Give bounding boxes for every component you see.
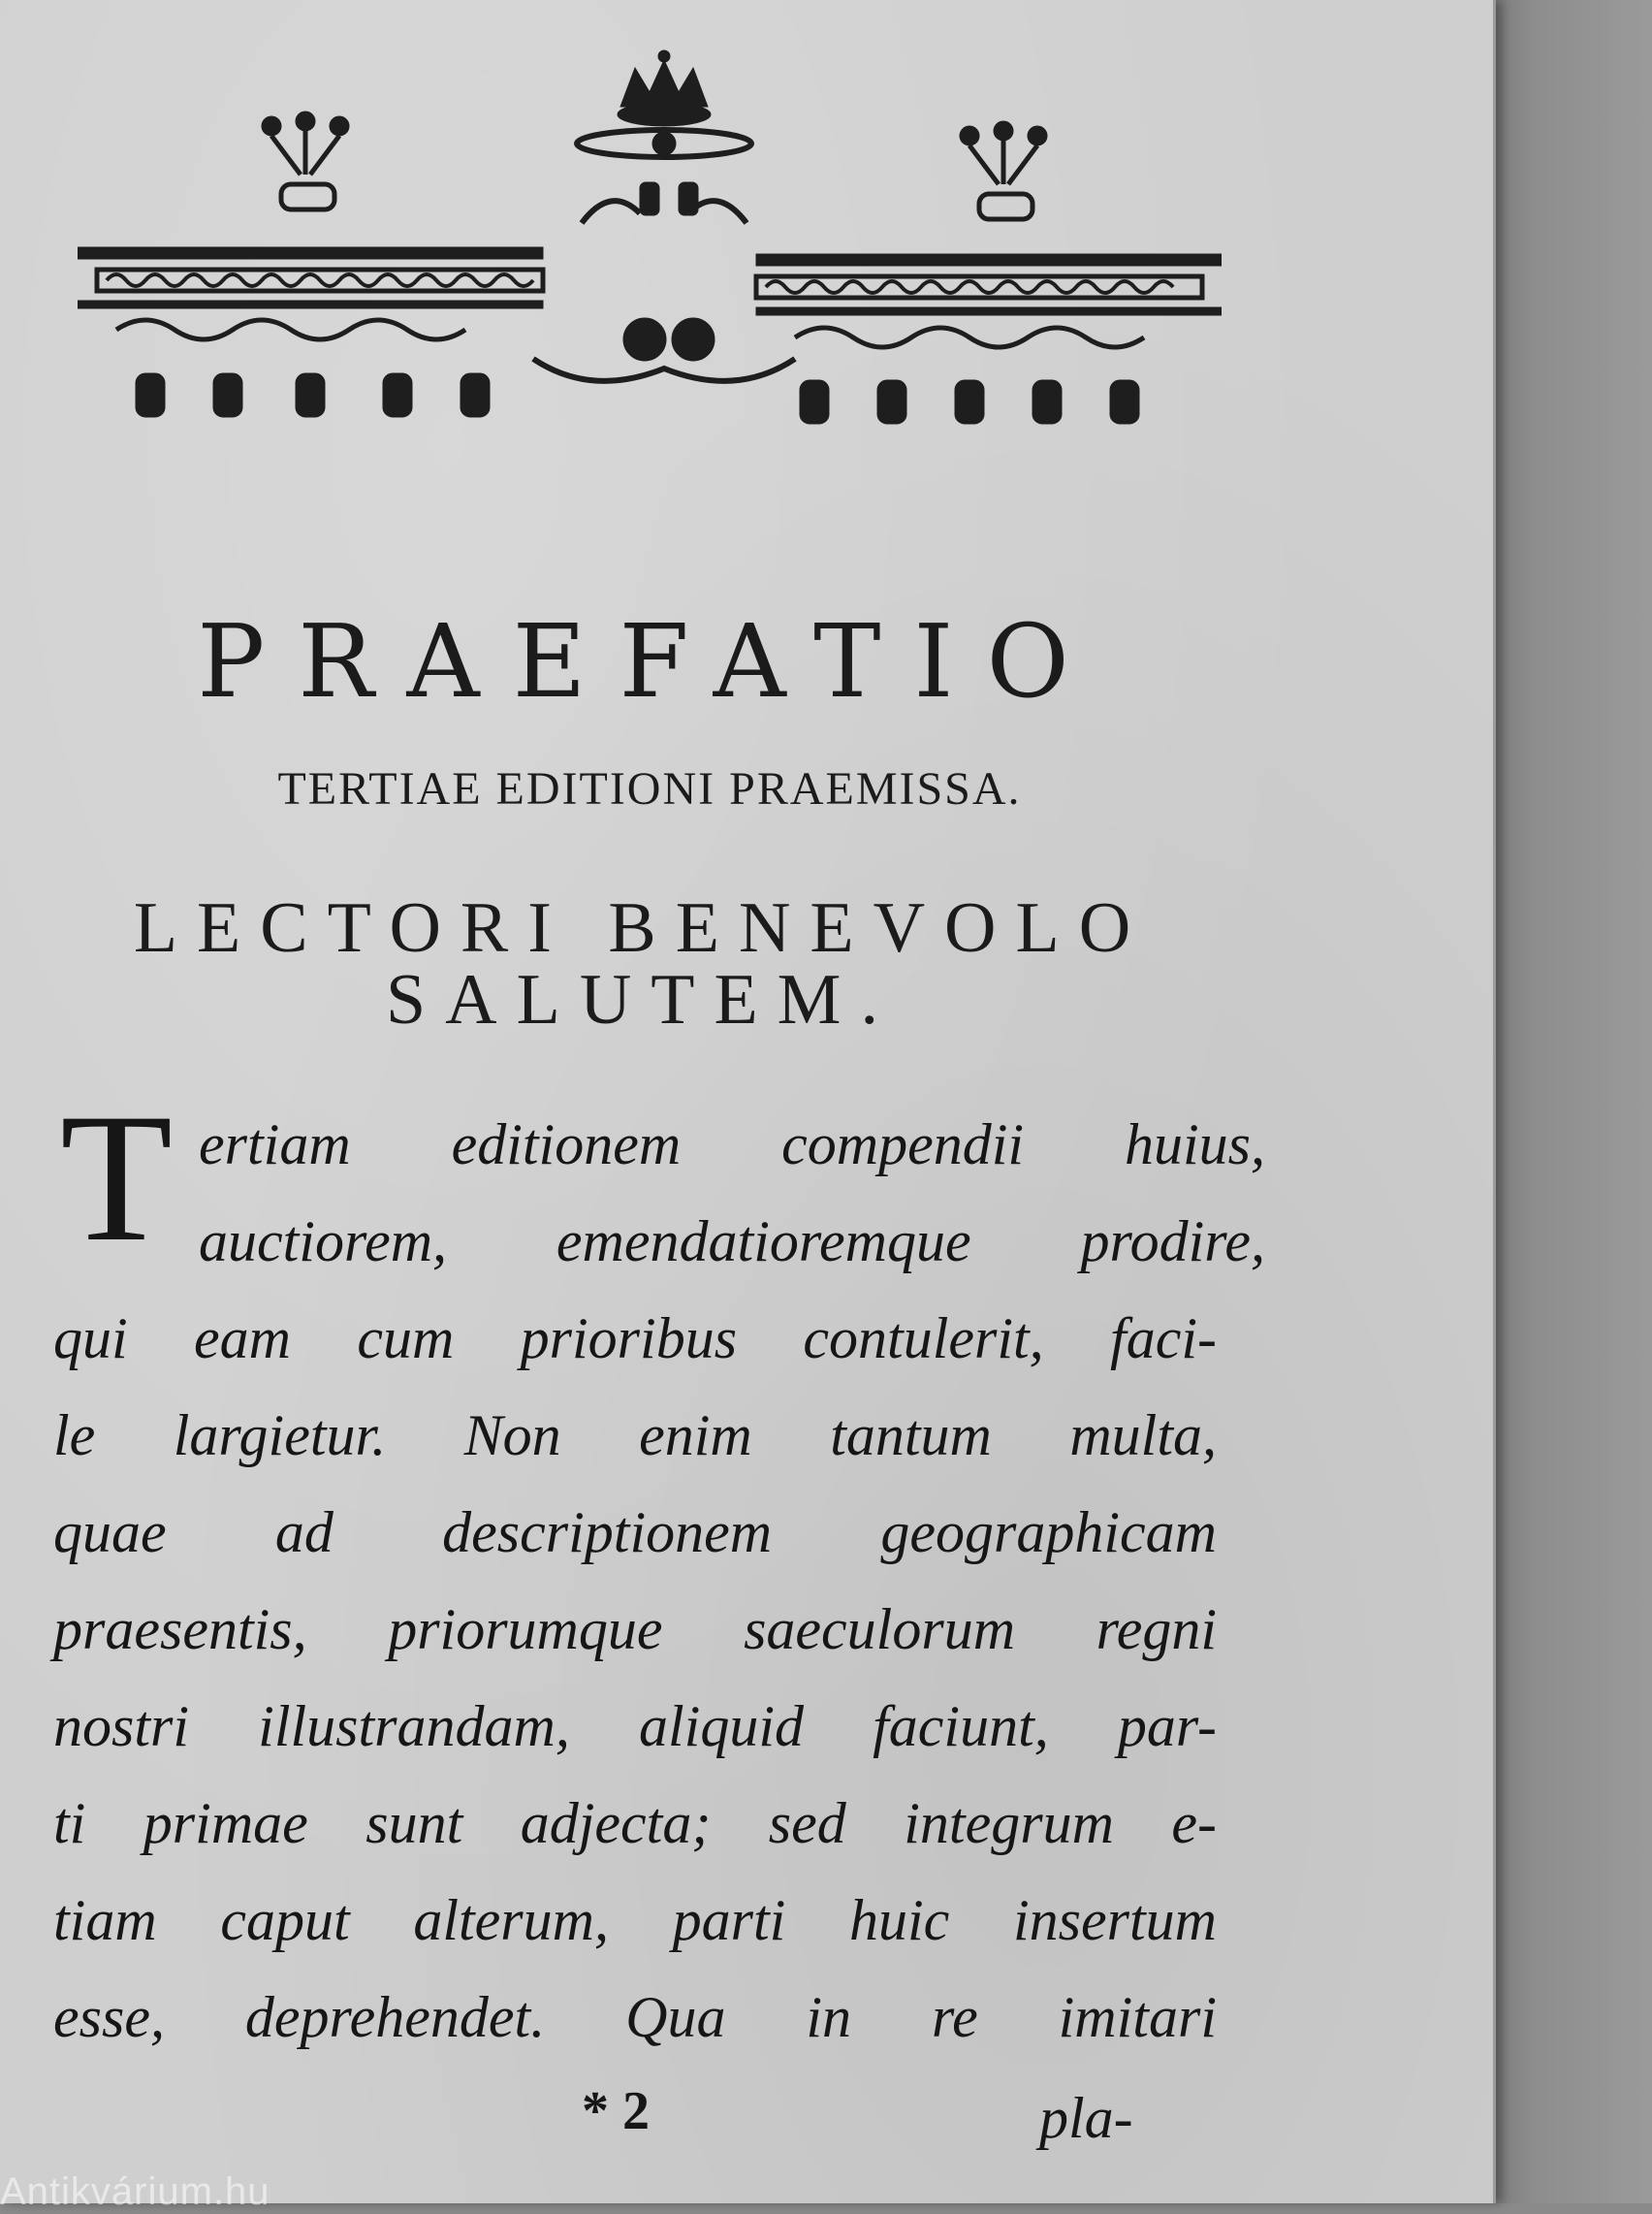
text-line: auctiorem, emendatioremque prodire, — [199, 1209, 1265, 1273]
salutation-line-1: LECTORI BENEVOLO — [133, 888, 1151, 968]
salutation-line-2: SALUTEM. — [386, 960, 898, 1040]
text-line: esse, deprehendet. Qua in re imitari — [53, 1985, 1217, 2049]
crown-headpiece-ornament — [78, 39, 1222, 446]
page-title: PRAEFATIO — [197, 602, 1102, 721]
text-line: ti primae sunt adjecta; sed integrum e- — [53, 1791, 1217, 1855]
text-line: le largietur. Non enim tantum multa, — [53, 1403, 1217, 1467]
text-line: tiam caput alterum, parti huic insertum — [53, 1888, 1217, 1952]
text-line: qui eam cum prioribus contulerit, faci- — [53, 1306, 1217, 1370]
drop-capital: T — [60, 1076, 174, 1280]
text-line: ertiam editionem compendii huius, — [199, 1112, 1265, 1176]
text-line: praesentis, priorumque saeculorum regni — [53, 1597, 1217, 1661]
catchword: pla- — [1039, 2086, 1133, 2150]
text-line: quae ad descriptionem geographicam — [53, 1500, 1217, 1564]
signature-mark: * 2 — [582, 2081, 650, 2141]
text-line: nostri illustrandam, aliquid faciunt, par- — [53, 1694, 1217, 1758]
page-subtitle: TERTIAE EDITIONI PRAEMISSA. — [277, 763, 1022, 815]
watermark: Antikvárium.hu — [0, 2170, 270, 2213]
salutation — [60, 888, 1223, 1040]
